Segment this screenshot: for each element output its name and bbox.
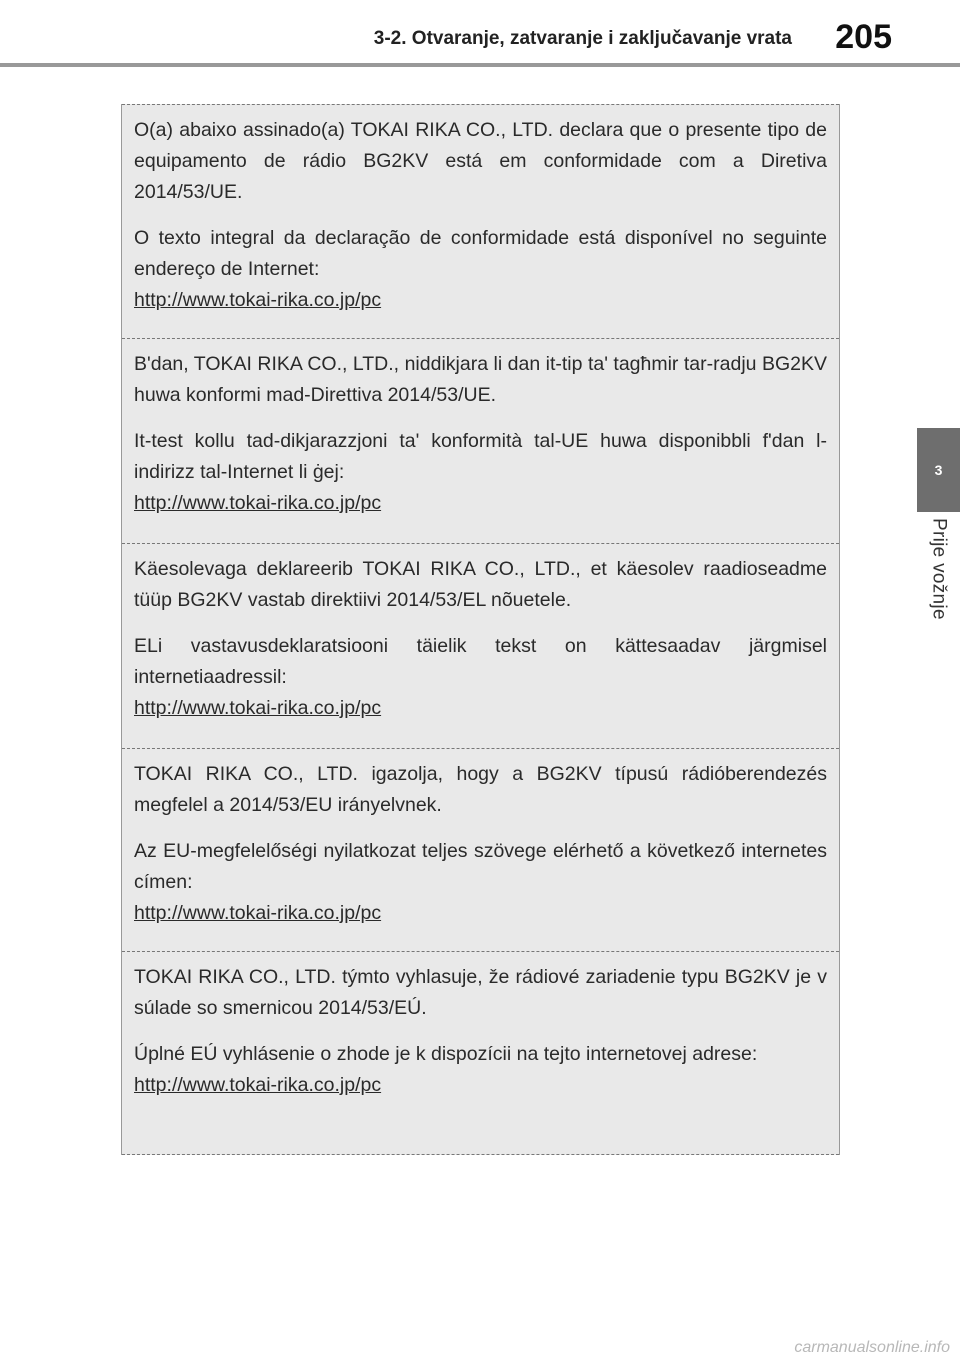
declaration-url-link[interactable]: http://www.tokai-rika.co.jp/pc [134, 492, 382, 514]
declaration-url-link[interactable]: http://www.tokai-rika.co.jp/pc [134, 1074, 382, 1096]
declaration-statement: B'dan, TOKAI RIKA CO., LTD., niddikjara li dan it-tip ta' tagħmir tar-radju BG2KV huwa konformi mad-Direttiva 2014/53/UE. [134, 353, 827, 406]
declaration-statement: TOKAI RIKA CO., LTD. igazolja, hogy a BG2KV típusú rádióberendezés megfelel a 2014/53/EU irányelvnek. [134, 763, 827, 816]
chapter-label-text: Prije vožnje [928, 518, 950, 620]
page-number: 205 [835, 18, 892, 56]
declaration-url-link[interactable]: http://www.tokai-rika.co.jp/pc [134, 289, 382, 311]
declaration-hungarian [122, 748, 839, 951]
declaration-statement: O(a) abaixo assinado(a) TOKAI RIKA CO., LTD. declara que o presente tipo de equipamento de rádio BG2KV está em conformidade com a Diretiva 2014/53/UE. [134, 119, 827, 203]
declaration-estonian [122, 543, 839, 748]
declaration-availability: Az EU-megfelelőségi nyilatkozat teljes szövege elérhető a következő internetes címen: [134, 840, 827, 893]
chapter-number: 3 [934, 462, 943, 478]
declaration-slovak [122, 951, 839, 1155]
declaration-url-link[interactable]: http://www.tokai-rika.co.jp/pc [134, 697, 382, 719]
watermark: carmanualsonline.info [794, 1339, 950, 1356]
declaration-availability: Úplné EÚ vyhlásenie o zhode je k dispozícii na tejto internetovej adrese: [134, 1043, 758, 1065]
chapter-tab[interactable] [917, 428, 960, 512]
declaration-availability: ELi vastavusdeklaratsiooni täielik tekst on kättesaadav järgmisel internetiaadressil: [134, 635, 827, 688]
page-header [0, 0, 960, 68]
declaration-availability: It-test kollu tad-dikjarazzjoni ta' konformità tal-UE huwa disponibbli f'dan l-indirizz tal-Internet li ġej: [134, 430, 827, 483]
declaration-portuguese [122, 104, 839, 338]
header-divider [0, 63, 960, 67]
declaration-maltese [122, 338, 839, 543]
chapter-label [917, 518, 960, 648]
declaration-availability: O texto integral da declaração de conformidade está disponível no seguinte endereço de Internet: [134, 227, 827, 280]
declaration-statement: TOKAI RIKA CO., LTD. týmto vyhlasuje, že rádiové zariadenie typu BG2KV je v súlade so smernicou 2014/53/EÚ. [134, 966, 827, 1019]
declaration-url-link[interactable]: http://www.tokai-rika.co.jp/pc [134, 902, 382, 924]
section-title: 3-2. Otvaranje, zatvaranje i zaključavanje vrata [373, 28, 792, 49]
declaration-statement: Käesolevaga deklareerib TOKAI RIKA CO., LTD., et käesolev raadioseadme tüüp BG2KV vastab direktiivi 2014/53/EL nõuetele. [134, 558, 827, 611]
declarations-table [121, 104, 840, 1155]
